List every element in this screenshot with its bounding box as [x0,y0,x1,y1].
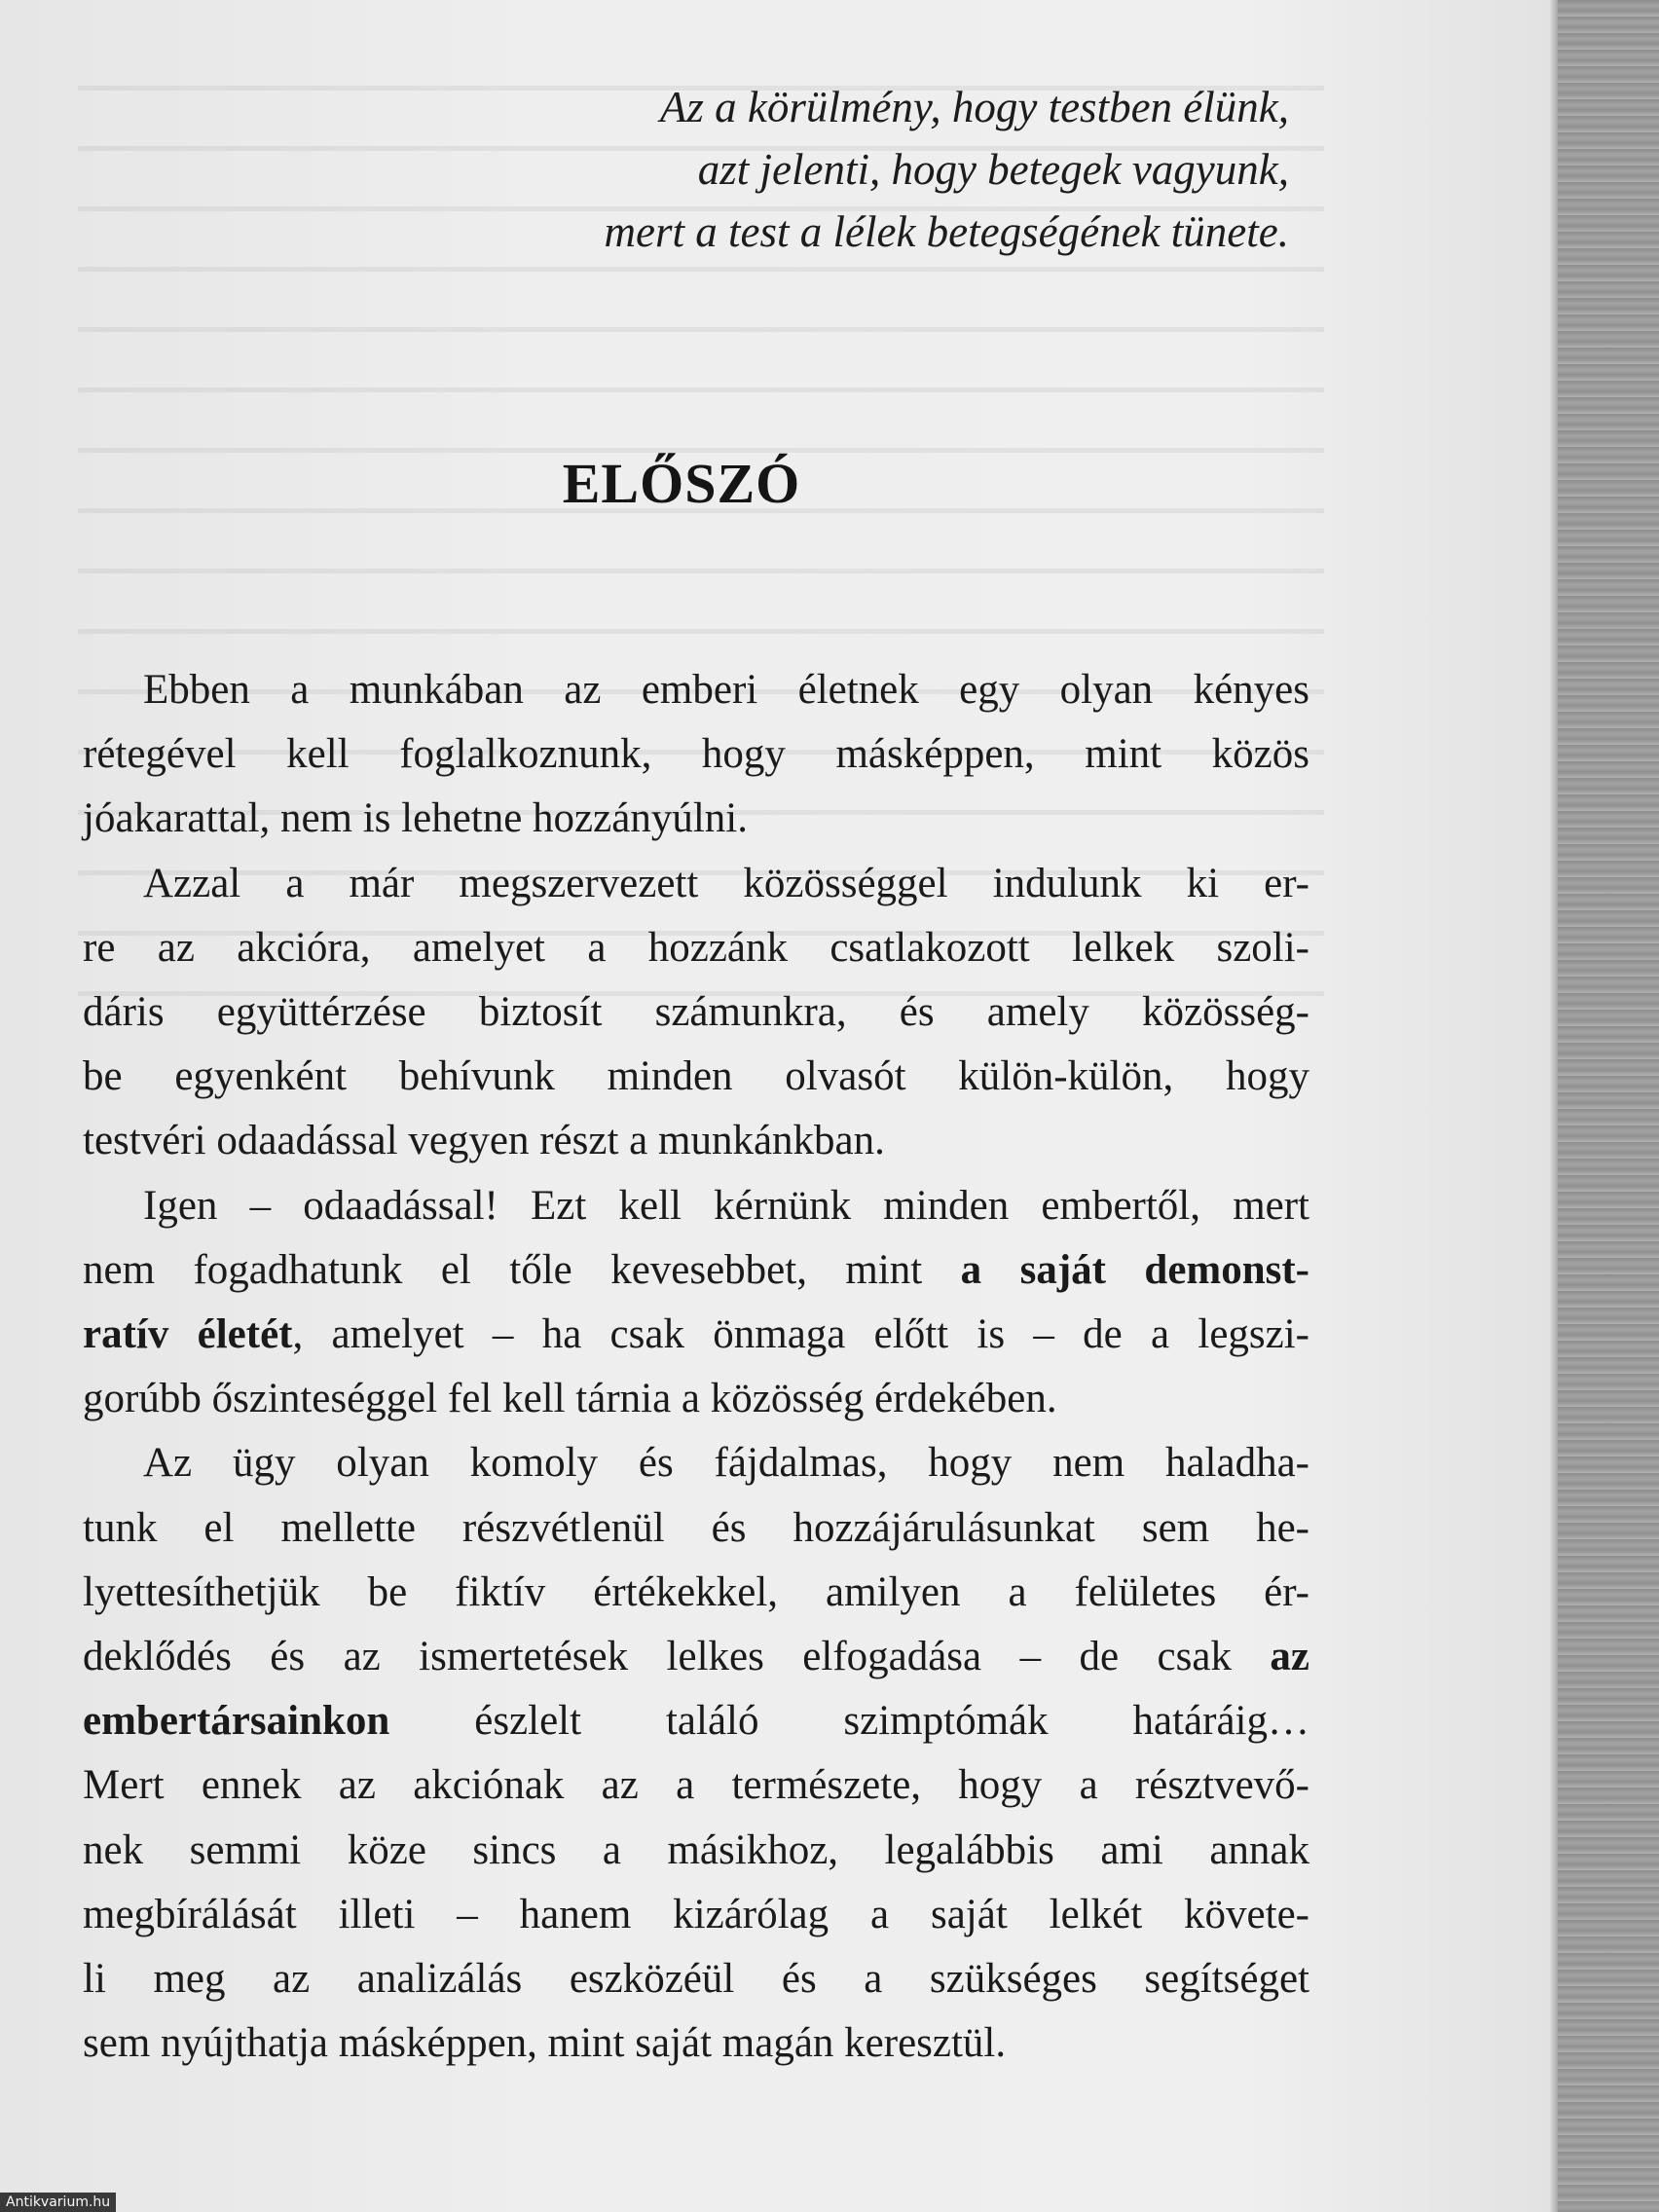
preface-body [83,658,1309,2076]
paragraph-line [83,1625,1309,1689]
paragraph-line [83,1045,1309,1109]
emphasis-text: a saját demonst- [960,1246,1310,1293]
paragraph-line [83,980,1309,1045]
paragraph-line [83,1431,1309,1495]
paragraph-line [83,916,1309,980]
text-run: Mert ennek az akciónak az a természete, hogy a résztvevő- [83,1762,1309,1809]
text-run: testvéri odaadással vegyen részt a munkánkban. [83,1118,885,1164]
paragraph-line [83,787,1309,851]
paragraph-line [83,852,1309,916]
paragraph-line [83,1561,1309,1625]
paragraph-line [83,658,1309,722]
text-run: megbírálását illeti – hanem kizárólag a saját lelkét követe- [83,1891,1309,1937]
paragraph-line [83,1496,1309,1561]
text-run: li meg az analizálás eszközéül és a szükséges segítséget [83,1956,1309,2003]
paragraph-line [83,1689,1309,1753]
text-run: tunk el mellette részvétlenül és hozzájárulásunkat sem he- [83,1504,1309,1551]
text-run: lyettesíthetjük be fiktív értékekkel, amilyen a felületes ér- [83,1568,1309,1615]
paragraph-line [83,722,1309,787]
text-run: deklődés és az ismertetések lelkes elfogadása – de csak [83,1634,1271,1680]
paragraph-line [83,2011,1309,2076]
text-run: , amelyet – ha csak önmaga előtt is – de a legszi- [292,1311,1309,1358]
epigraph [370,76,1289,263]
text-run: dáris együttérzése biztosít számunkra, és amely közösség- [83,989,1309,1036]
text-run: Ebben a munkában az emberi életnek egy olyan kényes [143,667,1309,713]
emphasis-text: embertársainkon [83,1698,390,1745]
paragraph-line [83,1303,1309,1367]
emphasis-text: ratív életét [83,1311,293,1358]
paragraph-line [83,1238,1309,1303]
text-run: Igen – odaadással! Ezt kell kérnünk minden embertől, mert [143,1182,1309,1229]
paragraph [83,1174,1309,1432]
text-run: sem nyújthatja másképpen, mint saját magán keresztül. [83,2020,1007,2067]
text-run: re az akcióra, amelyet a hozzánk csatlakozott lelkek szoli- [83,924,1309,971]
text-run: gorúbb őszinteséggel fel kell tárnia a közösség érdekében. [83,1376,1057,1422]
emphasis-text: az [1270,1634,1309,1680]
paragraph [83,658,1309,852]
paragraph-line [83,1883,1309,1947]
paragraph-line [83,1753,1309,1818]
text-run: rétegével kell foglalkoznunk, hogy másképpen, mint közös [83,731,1309,778]
chapter-title: ELŐSZÓ [562,452,801,515]
text-run: Azzal a már megszervezett közösséggel indulunk ki er- [143,860,1309,906]
paragraph-line [83,1947,1309,2011]
epigraph-line: azt jelenti, hogy betegek vagyunk, [697,145,1289,194]
paragraph-line [83,1367,1309,1431]
text-run: jóakarattal, nem is lehetne hozzányúlni. [83,795,748,842]
paragraph-line [83,1819,1309,1883]
epigraph-line: mert a test a lélek betegségének tünete. [604,207,1289,256]
text-run: Az ügy olyan komoly és fájdalmas, hogy nem haladha- [143,1440,1309,1487]
paragraph [83,852,1309,1174]
watermark: Antikvarium.hu [0,2193,116,2212]
paragraph-line [83,1174,1309,1238]
text-run: nem fogadhatunk el tőle kevesebbet, mint [83,1246,961,1293]
paragraph-line [83,1109,1309,1173]
text-run: be egyenként behívunk minden olvasót külön-külön, hogy [83,1053,1309,1100]
epigraph-line: Az a körülmény, hogy testben élünk, [659,83,1289,131]
text-run: észlelt találó szimptómák határáig… [389,1698,1309,1745]
book-spine-edge [1558,0,1659,2212]
paragraph [83,1431,1309,2076]
text-run: nek semmi köze sincs a másikhoz, legalábbis ami annak [83,1826,1309,1873]
